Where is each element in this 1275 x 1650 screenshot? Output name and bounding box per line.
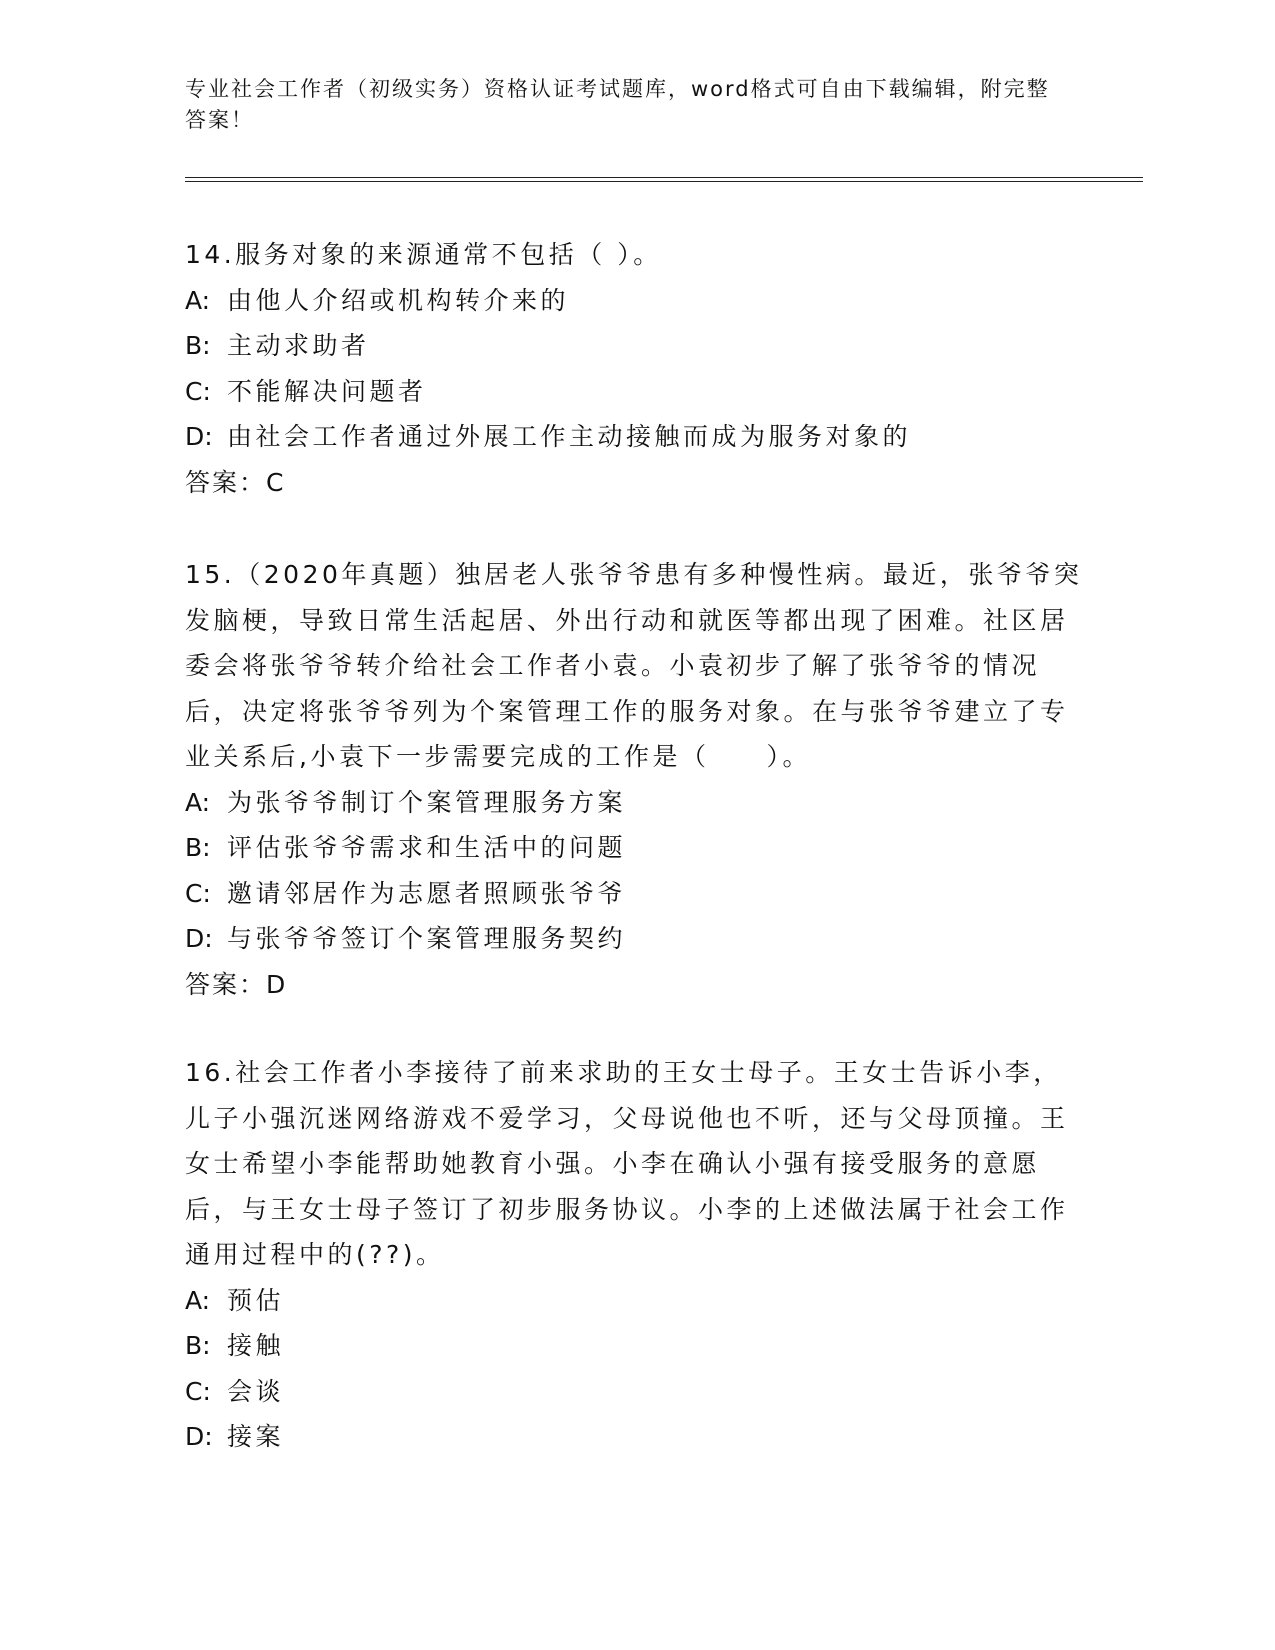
option-c: [185, 1369, 1085, 1415]
option-a: [185, 278, 1085, 324]
header-divider-top: [185, 177, 1143, 178]
option-text: 接触: [227, 1331, 285, 1360]
option-a: [185, 780, 1085, 826]
option-b: [185, 825, 1085, 871]
option-text: 接案: [227, 1422, 285, 1451]
option-text: 由社会工作者通过外展工作主动接触而成为服务对象的: [227, 422, 912, 451]
option-key: D:: [185, 1422, 213, 1451]
option-text: 邀请邻居作为志愿者照顾张爷爷: [227, 878, 627, 908]
option-a: [185, 1278, 1085, 1324]
option-text: 与张爷爷签订个案管理服务契约: [227, 924, 627, 953]
question-stem: 14.服务对象的来源通常不包括（ ）。: [185, 240, 662, 269]
option-key: B:: [185, 1331, 211, 1360]
question-stem: 16.社会工作者小李接待了前来求助的王女士母子。王女士告诉小李，儿子小强沉迷网络游戏不爱学习，父母说他也不听，还与父母顶撞。王女士希望小李能帮助她教育小强。小李在确认小强有接受服务的意愿后，与王女士母子签订了初步服务协议。小李的上述做法属于社会工作通用过程中的(??)。: [185, 1058, 1069, 1269]
option-c: [185, 871, 1085, 917]
option-key: D:: [185, 924, 213, 953]
option-b: [185, 1323, 1085, 1369]
option-text: 为张爷爷制订个案管理服务方案: [227, 787, 627, 817]
option-text: 评估张爷爷需求和生活中的问题: [227, 833, 627, 862]
option-text: 由他人介绍或机构转介来的: [227, 285, 570, 315]
question-stem: 15.（2020年真题）独居老人张爷爷患有多种慢性病。最近，张爷爷突发脑梗，导致日常生活起居、外出行动和就医等都出现了困难。社区居委会将张爷爷转介给社会工作者小袁。小袁初步了解了张爷爷的情况后，决定将张爷爷列为个案管理工作的服务对象。在与张爷爷建立了专业关系后,小袁下一步需要完成的工作是（ ）。: [185, 560, 1083, 771]
option-d: [185, 1414, 1085, 1460]
option-key: A:: [185, 1285, 211, 1315]
option-key: B:: [185, 331, 211, 360]
option-key: C:: [185, 878, 211, 908]
option-key: D:: [185, 422, 213, 451]
option-key: B:: [185, 833, 211, 862]
question-16: [185, 1050, 1085, 1460]
option-d: [185, 916, 1085, 962]
option-key: A:: [185, 285, 211, 315]
option-b: [185, 323, 1085, 369]
option-text: 会谈: [227, 1376, 285, 1406]
page-header: [185, 74, 1065, 136]
option-text: 主动求助者: [227, 331, 370, 360]
question-15: [185, 552, 1085, 1007]
option-text: 预估: [227, 1285, 285, 1315]
header-divider-bottom: [185, 181, 1143, 182]
option-c: [185, 369, 1085, 415]
answer-line: 答案：C: [185, 467, 286, 497]
answer-line: 答案：D: [185, 969, 288, 999]
option-key: C:: [185, 1376, 211, 1406]
option-key: C:: [185, 376, 211, 406]
header-title: 专业社会工作者（初级实务）资格认证考试题库，word格式可自由下载编辑，附完整答案！: [185, 77, 1050, 132]
option-d: [185, 414, 1085, 460]
option-text: 不能解决问题者: [227, 376, 427, 406]
option-key: A:: [185, 787, 211, 817]
question-14: [185, 232, 1085, 505]
